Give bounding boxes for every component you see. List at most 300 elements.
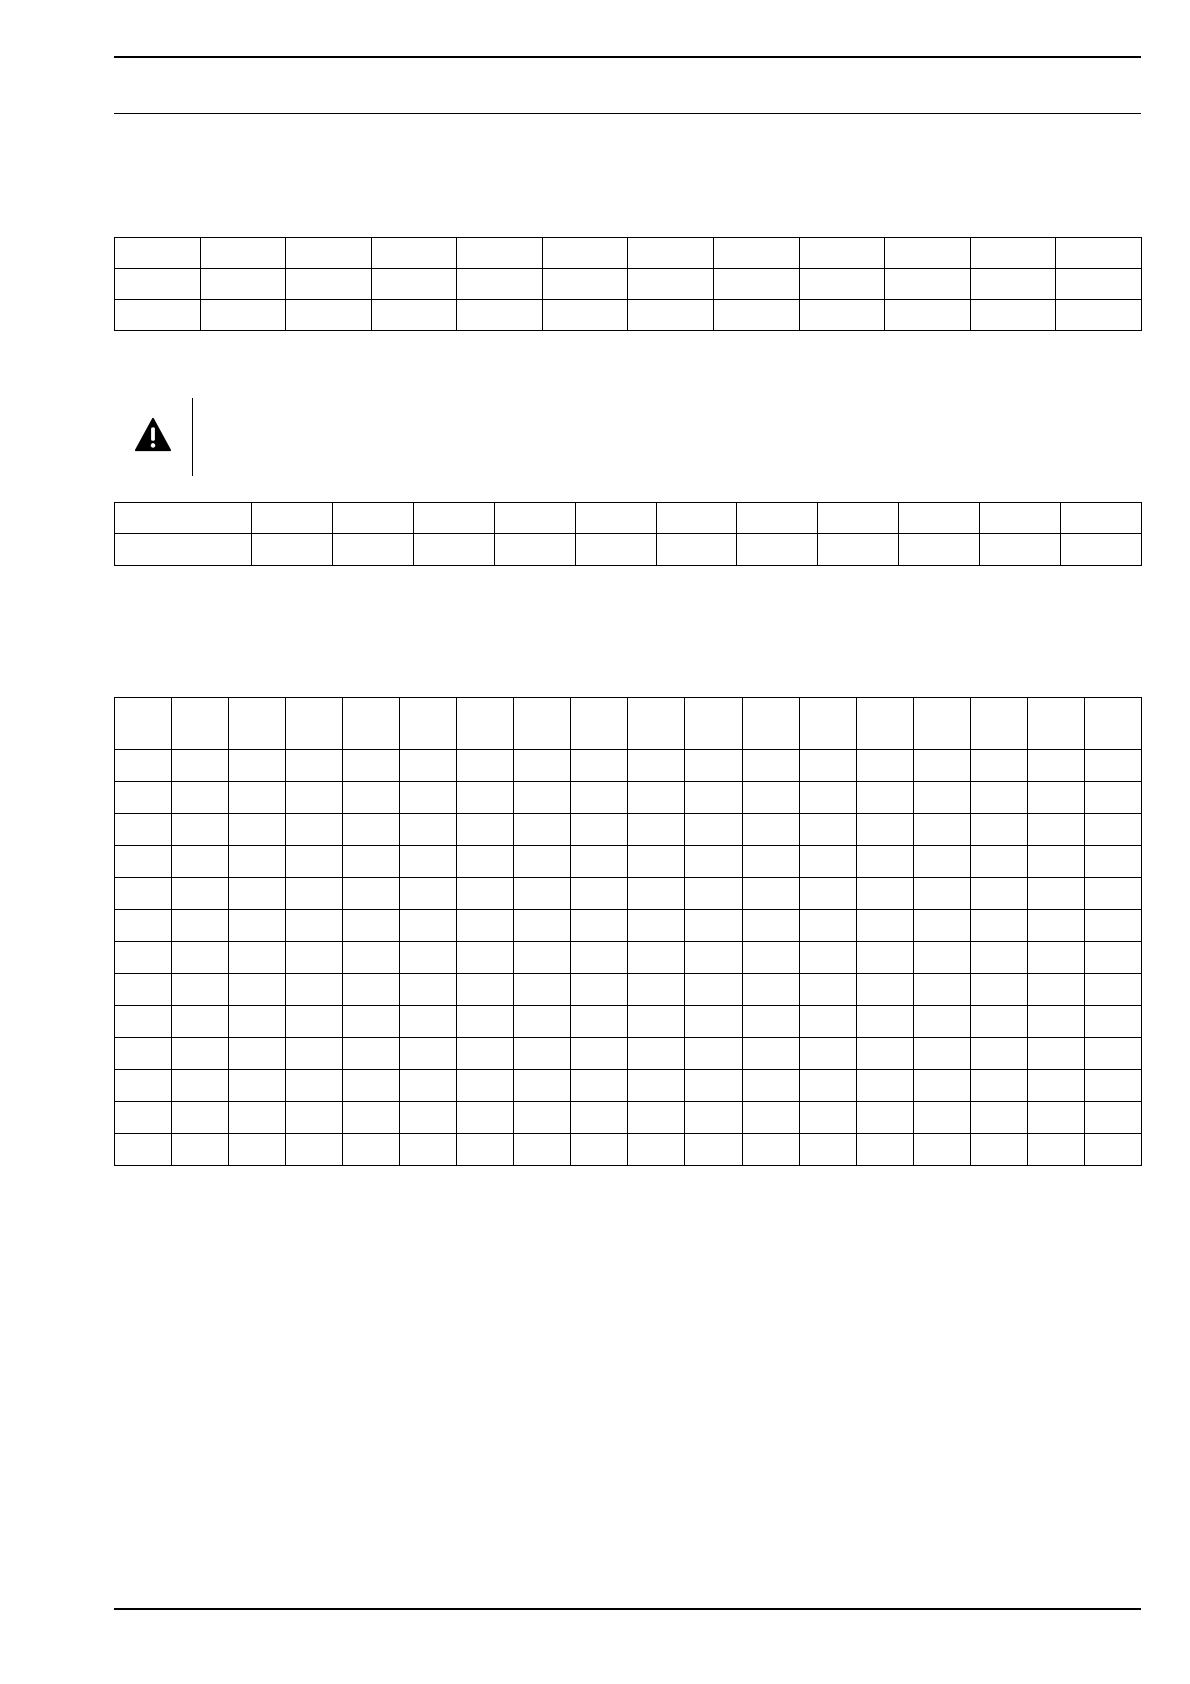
table-1-cell — [457, 269, 543, 300]
table-3-row — [115, 1134, 1142, 1166]
table-3-cell — [400, 1102, 457, 1134]
table-3-cell — [628, 878, 685, 910]
table-3-cell — [457, 1006, 514, 1038]
table-3-cell — [229, 974, 286, 1006]
table-3-cell — [970, 910, 1027, 942]
table-3-cell — [1084, 910, 1141, 942]
table-3-cell — [514, 910, 571, 942]
table-3-cell — [856, 1006, 913, 1038]
table-3-cell — [286, 846, 343, 878]
table-3-cell — [229, 698, 286, 750]
table-1-cell — [200, 300, 286, 331]
table-3-cell — [115, 1134, 172, 1166]
table-2-cell — [980, 534, 1061, 566]
header-top-rule — [114, 56, 1141, 58]
table-2-cell — [575, 503, 656, 534]
table-3-cell — [913, 878, 970, 910]
table-3-cell — [571, 1006, 628, 1038]
table-1-cell — [542, 300, 628, 331]
table-3-cell — [286, 910, 343, 942]
table-3-cell — [172, 910, 229, 942]
table-3-cell — [742, 782, 799, 814]
table-3-cell — [1027, 1006, 1084, 1038]
table-3-cell — [457, 1134, 514, 1166]
table-1-cell — [1056, 300, 1142, 331]
table-3-row — [115, 974, 1142, 1006]
table-3-cell — [1027, 910, 1084, 942]
table-3-cell — [571, 942, 628, 974]
table-1-cell — [714, 269, 800, 300]
table-3-cell — [742, 1070, 799, 1102]
table-3-cell — [913, 1070, 970, 1102]
table-3-cell — [913, 846, 970, 878]
table-3-cell — [913, 1006, 970, 1038]
table-3-cell — [400, 1038, 457, 1070]
table-3-cell — [514, 750, 571, 782]
table-3-cell — [1084, 1070, 1141, 1102]
table-3-cell — [970, 942, 1027, 974]
table-2-cell — [413, 503, 494, 534]
table-3-cell — [685, 846, 742, 878]
table-3-cell — [514, 878, 571, 910]
table-3-cell — [571, 1102, 628, 1134]
table-3-cell — [913, 782, 970, 814]
table-3-row — [115, 878, 1142, 910]
table-3-cell — [229, 1102, 286, 1134]
table-3-cell — [343, 782, 400, 814]
table-3-cell — [514, 698, 571, 750]
table-3-cell — [229, 1006, 286, 1038]
table-1-cell — [286, 300, 372, 331]
table-3-cell — [856, 1070, 913, 1102]
table-3-cell — [970, 698, 1027, 750]
table-3-row — [115, 698, 1142, 750]
table-3-cell — [685, 698, 742, 750]
table-3-cell — [799, 1102, 856, 1134]
table-3-cell — [286, 942, 343, 974]
table-3-row — [115, 814, 1142, 846]
table-3-cell — [685, 910, 742, 942]
table-3-cell — [286, 1038, 343, 1070]
table-3-cell — [457, 782, 514, 814]
table-3-cell — [1027, 1038, 1084, 1070]
table-3-row — [115, 750, 1142, 782]
table-3-cell — [628, 1038, 685, 1070]
table-3-cell — [514, 1006, 571, 1038]
table-3-cell — [799, 1038, 856, 1070]
table-3-cell — [571, 1038, 628, 1070]
table-3-cell — [115, 878, 172, 910]
table-3-cell — [685, 1006, 742, 1038]
table-3-cell — [400, 878, 457, 910]
table-3-cell — [856, 782, 913, 814]
table-1-cell — [799, 300, 885, 331]
table-3-cell — [172, 878, 229, 910]
table-3-cell — [571, 782, 628, 814]
table-3-cell — [229, 1038, 286, 1070]
table-3-cell — [799, 1070, 856, 1102]
table-3-cell — [343, 846, 400, 878]
table-3-cell — [1084, 1006, 1141, 1038]
table-1-cell — [200, 269, 286, 300]
table-3-cell — [229, 942, 286, 974]
table-3-cell — [856, 1102, 913, 1134]
table-2-cell — [115, 503, 252, 534]
table-3-cell — [343, 974, 400, 1006]
table-3-cell — [742, 814, 799, 846]
table-3 — [114, 697, 1142, 1166]
table-2-cell — [899, 534, 980, 566]
table-3-cell — [172, 750, 229, 782]
table-3-cell — [970, 1102, 1027, 1134]
table-3-cell — [628, 1006, 685, 1038]
table-2-cell — [252, 534, 333, 566]
table-2-cell — [575, 534, 656, 566]
table-3-cell — [970, 878, 1027, 910]
table-3-cell — [628, 974, 685, 1006]
table-2-cell — [1061, 534, 1142, 566]
table-3-cell — [1084, 974, 1141, 1006]
table-3-cell — [115, 1070, 172, 1102]
table-1-row — [115, 300, 1142, 331]
table-3-cell — [172, 698, 229, 750]
table-3-cell — [400, 1070, 457, 1102]
table-3-cell — [742, 910, 799, 942]
table-1-cell — [885, 269, 971, 300]
table-3-cell — [115, 910, 172, 942]
table-2-cell — [115, 534, 252, 566]
table-3-cell — [229, 782, 286, 814]
table-3-cell — [799, 814, 856, 846]
table-3-cell — [571, 846, 628, 878]
table-3-cell — [115, 974, 172, 1006]
table-3-cell — [1084, 846, 1141, 878]
table-3-cell — [286, 698, 343, 750]
table-3-cell — [514, 814, 571, 846]
table-1-cell — [542, 269, 628, 300]
table-1-cell — [799, 269, 885, 300]
table-3-cell — [457, 846, 514, 878]
table-3-cell — [742, 1006, 799, 1038]
table-3-cell — [685, 878, 742, 910]
table-3-cell — [628, 750, 685, 782]
warning-block — [114, 398, 1141, 476]
table-3-cell — [970, 750, 1027, 782]
table-3-cell — [799, 974, 856, 1006]
table-3-cell — [172, 1134, 229, 1166]
table-3-cell — [400, 782, 457, 814]
table-3-cell — [286, 878, 343, 910]
table-3-cell — [514, 1070, 571, 1102]
table-2-cell — [413, 534, 494, 566]
table-3-cell — [970, 1038, 1027, 1070]
table-3-cell — [685, 1102, 742, 1134]
table-3-cell — [856, 878, 913, 910]
table-3-cell — [799, 1006, 856, 1038]
table-3-cell — [115, 782, 172, 814]
table-3-cell — [400, 846, 457, 878]
table-3-cell — [457, 1038, 514, 1070]
table-3-cell — [913, 814, 970, 846]
table-3-cell — [229, 910, 286, 942]
table-3-cell — [913, 1038, 970, 1070]
table-3-cell — [286, 814, 343, 846]
table-3-cell — [400, 698, 457, 750]
table-3-cell — [742, 846, 799, 878]
table-3-cell — [400, 1134, 457, 1166]
table-3-cell — [457, 698, 514, 750]
table-3-cell — [628, 1070, 685, 1102]
table-3-cell — [856, 814, 913, 846]
table-3-cell — [1027, 698, 1084, 750]
table-1-cell — [714, 238, 800, 269]
table-3-cell — [286, 1134, 343, 1166]
table-3-cell — [571, 1070, 628, 1102]
table-1-row — [115, 269, 1142, 300]
table-3-cell — [514, 846, 571, 878]
table-3-cell — [685, 1038, 742, 1070]
table-1-cell — [970, 300, 1056, 331]
table-3-cell — [1084, 782, 1141, 814]
table-3-cell — [571, 910, 628, 942]
table-3-cell — [457, 1102, 514, 1134]
table-2-cell — [899, 503, 980, 534]
table-3-row — [115, 1070, 1142, 1102]
table-1-cell — [1056, 269, 1142, 300]
table-1-cell — [457, 300, 543, 331]
table-2-cell — [494, 534, 575, 566]
table-3-cell — [799, 846, 856, 878]
table-2-cell — [818, 503, 899, 534]
warning-divider — [192, 398, 193, 476]
table-3-cell — [970, 1134, 1027, 1166]
table-3-cell — [400, 942, 457, 974]
table-3-row — [115, 910, 1142, 942]
table-3-cell — [1027, 1102, 1084, 1134]
table-3-cell — [856, 846, 913, 878]
table-3-cell — [970, 974, 1027, 1006]
table-1-cell — [885, 300, 971, 331]
table-3-cell — [913, 1102, 970, 1134]
table-3-cell — [913, 1134, 970, 1166]
table-1-cell — [371, 300, 457, 331]
table-3-row — [115, 942, 1142, 974]
table-3-cell — [115, 1102, 172, 1134]
table-3-cell — [913, 750, 970, 782]
table-2-cell — [1061, 503, 1142, 534]
table-3-cell — [913, 698, 970, 750]
table-3-cell — [1027, 974, 1084, 1006]
table-1-cell — [628, 238, 714, 269]
table-3-cell — [742, 698, 799, 750]
table-3-cell — [913, 974, 970, 1006]
table-3-cell — [457, 878, 514, 910]
table-3-cell — [1084, 1134, 1141, 1166]
table-3-cell — [172, 782, 229, 814]
table-3-cell — [799, 942, 856, 974]
table-3-cell — [229, 846, 286, 878]
table-3-cell — [229, 1070, 286, 1102]
table-3-cell — [400, 814, 457, 846]
table-3-cell — [571, 878, 628, 910]
table-3-cell — [115, 1038, 172, 1070]
table-3-cell — [343, 878, 400, 910]
table-3-cell — [343, 942, 400, 974]
table-1-cell — [799, 238, 885, 269]
table-2-cell — [332, 534, 413, 566]
table-3-cell — [970, 846, 1027, 878]
table-3-cell — [685, 750, 742, 782]
table-1-cell — [970, 269, 1056, 300]
table-1-cell — [885, 238, 971, 269]
table-3-cell — [1084, 750, 1141, 782]
table-2-cell — [494, 503, 575, 534]
table-3-row — [115, 782, 1142, 814]
table-3-cell — [970, 1006, 1027, 1038]
table-3-cell — [913, 942, 970, 974]
table-3-cell — [229, 1134, 286, 1166]
table-3-cell — [856, 698, 913, 750]
table-2-cell — [656, 503, 737, 534]
table-2-cell — [737, 534, 818, 566]
table-3-cell — [913, 910, 970, 942]
table-3-cell — [799, 1134, 856, 1166]
table-3-cell — [685, 1134, 742, 1166]
table-3-row — [115, 1102, 1142, 1134]
table-3-cell — [1084, 698, 1141, 750]
table-3-cell — [571, 750, 628, 782]
table-3-cell — [286, 750, 343, 782]
table-1-cell — [542, 238, 628, 269]
table-1-cell — [1056, 238, 1142, 269]
table-3-cell — [856, 910, 913, 942]
table-1-cell — [970, 238, 1056, 269]
table-1-cell — [714, 300, 800, 331]
table-3-cell — [343, 1134, 400, 1166]
table-3-cell — [172, 814, 229, 846]
table-3-cell — [742, 750, 799, 782]
table-3-cell — [343, 698, 400, 750]
table-3-cell — [628, 782, 685, 814]
table-2-row — [115, 503, 1142, 534]
table-3-cell — [628, 846, 685, 878]
table-3-cell — [1027, 782, 1084, 814]
table-3-cell — [571, 814, 628, 846]
table-3-cell — [856, 942, 913, 974]
table-3-cell — [742, 942, 799, 974]
table-3-cell — [172, 1006, 229, 1038]
table-2-cell — [818, 534, 899, 566]
table-3-cell — [514, 1134, 571, 1166]
table-2 — [114, 502, 1142, 566]
table-3-cell — [115, 698, 172, 750]
table-3-cell — [343, 1038, 400, 1070]
table-3-cell — [1084, 1102, 1141, 1134]
table-3-cell — [400, 1006, 457, 1038]
table-2-cell — [737, 503, 818, 534]
table-3-cell — [343, 750, 400, 782]
table-3-cell — [1084, 878, 1141, 910]
table-3-cell — [1027, 750, 1084, 782]
table-3-cell — [856, 974, 913, 1006]
table-3-cell — [514, 782, 571, 814]
table-3-cell — [115, 750, 172, 782]
table-3-cell — [343, 1070, 400, 1102]
table-3-cell — [685, 782, 742, 814]
table-3-cell — [343, 910, 400, 942]
table-1-cell — [286, 238, 372, 269]
table-3-cell — [457, 814, 514, 846]
table-3-cell — [742, 1038, 799, 1070]
table-3-cell — [1084, 942, 1141, 974]
table-3-cell — [799, 910, 856, 942]
table-3-cell — [1027, 878, 1084, 910]
table-3-cell — [799, 698, 856, 750]
table-3-cell — [685, 942, 742, 974]
table-3-cell — [1084, 814, 1141, 846]
table-1-cell — [628, 300, 714, 331]
table-3-cell — [115, 814, 172, 846]
table-3-cell — [1027, 846, 1084, 878]
table-1-cell — [115, 300, 201, 331]
table-3-cell — [799, 782, 856, 814]
table-3-cell — [457, 1070, 514, 1102]
table-3-cell — [400, 974, 457, 1006]
table-3-cell — [628, 1102, 685, 1134]
table-3-cell — [343, 1102, 400, 1134]
table-3-cell — [286, 1102, 343, 1134]
table-3-cell — [115, 1006, 172, 1038]
table-3-cell — [457, 910, 514, 942]
table-1-cell — [115, 269, 201, 300]
table-3-cell — [685, 814, 742, 846]
table-3-cell — [970, 782, 1027, 814]
table-3-row — [115, 846, 1142, 878]
table-1-cell — [457, 238, 543, 269]
table-3-cell — [286, 1070, 343, 1102]
table-3-cell — [457, 942, 514, 974]
table-3-cell — [628, 1134, 685, 1166]
table-3-cell — [229, 878, 286, 910]
table-3-cell — [571, 1134, 628, 1166]
table-3-cell — [286, 1006, 343, 1038]
table-3-row — [115, 1006, 1142, 1038]
table-3-cell — [742, 1134, 799, 1166]
table-3-cell — [685, 1070, 742, 1102]
table-3-cell — [172, 846, 229, 878]
table-3-cell — [400, 910, 457, 942]
table-3-cell — [514, 1102, 571, 1134]
table-2-cell — [980, 503, 1061, 534]
table-1-cell — [200, 238, 286, 269]
table-3-cell — [514, 974, 571, 1006]
table-3-cell — [514, 942, 571, 974]
table-3-cell — [799, 750, 856, 782]
table-3-cell — [115, 942, 172, 974]
table-3-cell — [343, 814, 400, 846]
table-3-cell — [172, 942, 229, 974]
table-3-cell — [628, 942, 685, 974]
table-3-cell — [856, 1134, 913, 1166]
table-3-cell — [799, 878, 856, 910]
table-1-row — [115, 238, 1142, 269]
table-3-cell — [172, 1102, 229, 1134]
header-bottom-rule — [114, 113, 1141, 114]
table-1-cell — [286, 269, 372, 300]
table-3-cell — [457, 750, 514, 782]
table-3-cell — [571, 698, 628, 750]
table-1-cell — [371, 238, 457, 269]
